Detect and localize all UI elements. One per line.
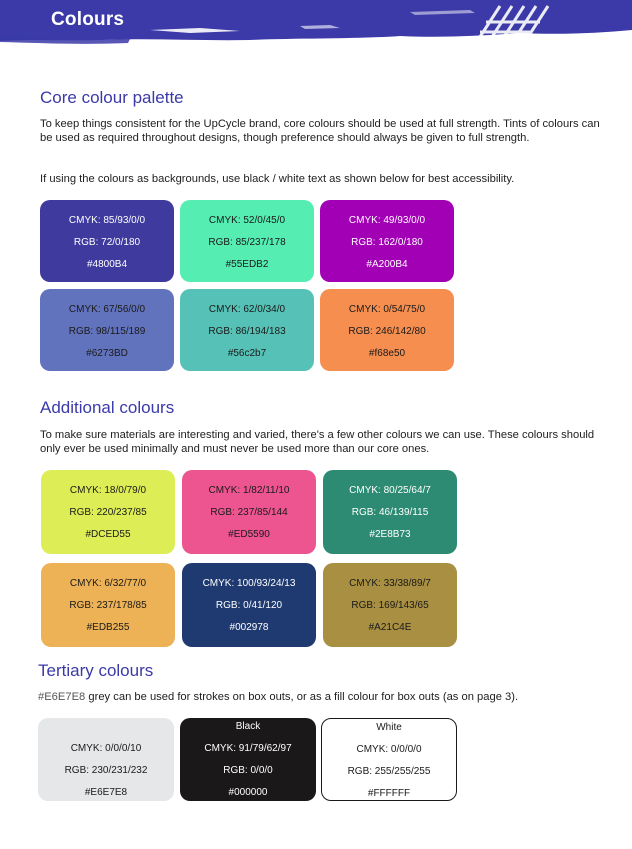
swatch-name-label: Black — [235, 721, 261, 732]
swatch-hex-label: #2E8B73 — [369, 529, 411, 540]
tertiary-colours-heading: Tertiary colours — [38, 661, 154, 680]
swatch-cmyk-label: CMYK: 62/0/34/0 — [208, 304, 286, 315]
swatch-cmyk-label: CMYK: 91/79/62/97 — [204, 743, 292, 754]
swatch-cmyk-label: CMYK: 85/93/0/0 — [68, 215, 146, 226]
grey-hex-code: #E6E7E8 — [38, 691, 86, 703]
additional-swatch — [182, 563, 316, 647]
core-swatch — [40, 289, 174, 371]
swatch-cmyk-label: CMYK: 67/56/0/0 — [68, 304, 146, 315]
swatch-cmyk-label: CMYK: 0/54/75/0 — [348, 304, 426, 315]
swatch-cmyk-label: CMYK: 0/0/0/10 — [70, 743, 142, 754]
core-palette-intro: To keep things consistent for the UpCycle brand, core colours should be used at full strength. Tints of colours can be used as required throughout designs, though preference should always be given to full strength. — [40, 118, 600, 144]
swatch-rgb-label: RGB: 98/115/189 — [68, 326, 146, 337]
additional-colours-intro: To make sure materials are interesting and varied, there's a few other colours we can use. These colours should only ever be used minimally and must never be used more than our core ones. — [40, 429, 595, 455]
swatch-hex-label: #002978 — [229, 622, 269, 633]
tertiary-swatch — [38, 718, 174, 801]
core-palette-heading: Core colour palette — [40, 88, 184, 107]
swatch-rgb-label: RGB: 246/142/80 — [348, 326, 426, 337]
swatch-hex-label: #A21C4E — [368, 622, 412, 633]
tertiary-colours-intro — [38, 690, 618, 704]
swatch-rgb-label: RGB: 72/0/180 — [73, 237, 141, 248]
swatch-rgb-label: RGB: 0/41/120 — [215, 600, 283, 611]
swatch-hex-label: #A200B4 — [366, 259, 408, 270]
swatch-name-label: White — [376, 722, 402, 733]
swatch-rgb-label: RGB: 85/237/178 — [208, 237, 286, 248]
swatch-cmyk-label: CMYK: 6/32/77/0 — [69, 578, 147, 589]
additional-swatch — [323, 563, 457, 647]
additional-colours-heading: Additional colours — [40, 398, 175, 417]
additional-swatch — [41, 470, 175, 554]
swatch-cmyk-label: CMYK: 49/93/0/0 — [348, 215, 426, 226]
page-title: Colours — [51, 9, 125, 30]
swatch-cmyk-label: CMYK: 52/0/45/0 — [208, 215, 286, 226]
additional-swatch — [182, 470, 316, 554]
core-swatch — [320, 200, 454, 282]
swatch-cmyk-label: CMYK: 80/25/64/7 — [349, 485, 431, 496]
core-palette-accessibility-note: If using the colours as backgrounds, use black / white text as shown below for best accessibility. — [40, 173, 515, 185]
core-swatch — [180, 289, 314, 371]
swatch-rgb-label: RGB: 237/178/85 — [69, 600, 147, 611]
swatch-hex-label: #55EDB2 — [225, 259, 269, 270]
swatch-rgb-label: RGB: 46/139/115 — [351, 507, 429, 518]
swatch-hex-label: #E6E7E8 — [84, 787, 128, 798]
swatch-cmyk-label: CMYK: 100/93/24/13 — [202, 578, 296, 589]
swatch-hex-label: #6273BD — [86, 348, 128, 359]
swatch-hex-label: #EDB255 — [86, 622, 130, 633]
swatch-rgb-label: RGB: 255/255/255 — [347, 766, 431, 777]
additional-swatch — [323, 470, 457, 554]
swatch-hex-label: #56c2b7 — [227, 348, 267, 359]
tertiary-intro-text: grey can be used for strokes on box outs, or as a fill colour for box outs (as on page 3). — [85, 691, 519, 703]
swatch-cmyk-label: CMYK: 1/82/11/10 — [208, 485, 290, 496]
swatch-rgb-label: RGB: 230/231/232 — [64, 765, 148, 776]
swatch-hex-label: #DCED55 — [85, 529, 131, 540]
swatch-rgb-label: RGB: 220/237/85 — [69, 507, 147, 518]
core-swatch — [40, 200, 174, 282]
swatch-hex-label: #000000 — [228, 787, 268, 798]
swatch-cmyk-label: CMYK: 18/0/79/0 — [69, 485, 147, 496]
core-swatch — [320, 289, 454, 371]
swatch-rgb-label: RGB: 162/0/180 — [351, 237, 423, 248]
header-banner — [0, 0, 632, 46]
swatch-cmyk-label: CMYK: 33/38/89/7 — [349, 578, 431, 589]
swatch-rgb-label: RGB: 0/0/0 — [223, 765, 273, 776]
swatch-hex-label: #FFFFFF — [367, 788, 411, 799]
additional-swatch — [41, 563, 175, 647]
swatch-rgb-label: RGB: 86/194/183 — [208, 326, 286, 337]
swatch-hex-label: #ED5590 — [228, 529, 270, 540]
swatch-hex-label: #4800B4 — [86, 259, 128, 270]
swatch-rgb-label: RGB: 237/85/144 — [210, 507, 288, 518]
swatch-cmyk-label: CMYK: 0/0/0/0 — [356, 744, 422, 755]
tertiary-swatch — [180, 718, 316, 801]
swatch-rgb-label: RGB: 169/143/65 — [351, 600, 429, 611]
swatch-hex-label: #f68e50 — [368, 348, 406, 359]
tertiary-swatch — [321, 718, 457, 801]
core-swatch — [180, 200, 314, 282]
